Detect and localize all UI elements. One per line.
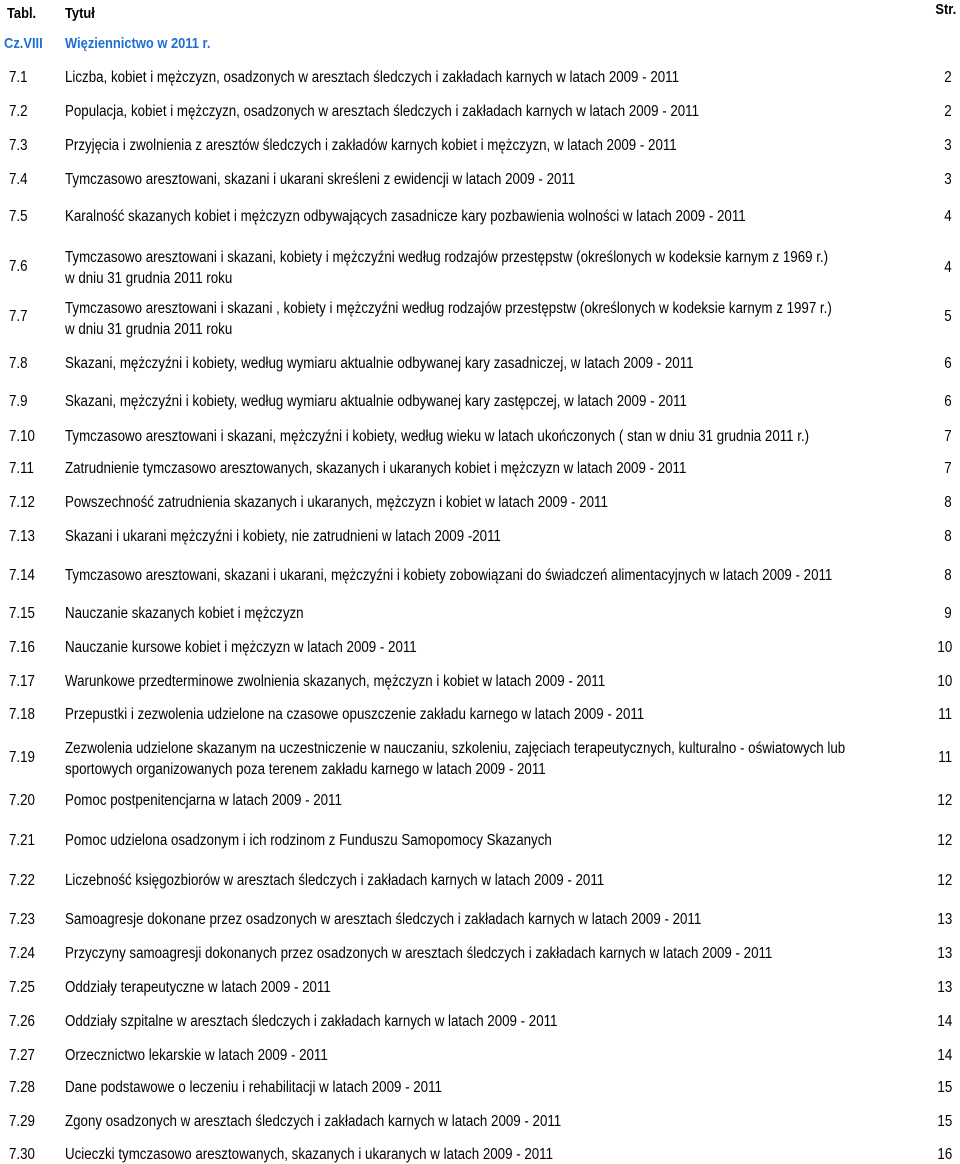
- page-number: 15: [937, 1079, 952, 1096]
- page-number: 12: [937, 792, 952, 809]
- page-number: 8: [944, 567, 952, 584]
- page-number: 2: [944, 69, 952, 86]
- table-number: 7.7: [9, 308, 28, 325]
- table-number: 7.19: [9, 749, 35, 766]
- page-number: 6: [944, 355, 952, 372]
- table-number: 7.12: [9, 494, 35, 511]
- table-title-line: Tymczasowo aresztowani i skazani, kobiety i mężczyźni według rodzajów przestępstw (określonych w kodeksie karnym z 1969 r.): [65, 249, 829, 266]
- column-header-title: Tytuł: [65, 5, 95, 22]
- page-number: 8: [944, 528, 952, 545]
- table-title: Tymczasowo aresztowani i skazani, mężczyźni i kobiety, według wieku w latach ukończonych ( stan w dniu 31 grudnia 2011 r.): [65, 428, 810, 445]
- page-number: 7: [944, 460, 952, 477]
- table-title: Powszechność zatrudnienia skazanych i ukaranych, mężczyzn i kobiet w latach 2009 - 2011: [65, 494, 608, 511]
- table-title: Liczba, kobiet i mężczyzn, osadzonych w aresztach śledczych i zakładach karnych w latach 2009 - 2011: [65, 69, 679, 86]
- table-number: 7.10: [9, 428, 35, 445]
- table-title: Przepustki i zezwolenia udzielone na czasowe opuszczenie zakładu karnego w latach 2009 - 2011: [65, 706, 645, 723]
- table-number: 7.28: [9, 1079, 35, 1096]
- page-number: 15: [937, 1113, 952, 1130]
- column-header-table: Tabl.: [7, 5, 37, 22]
- page-number: 7: [944, 428, 952, 445]
- table-number: 7.23: [9, 911, 35, 928]
- table-title: Skazani, mężczyźni i kobiety, według wymiaru aktualnie odbywanej kary zastępczej, w latach 2009 - 2011: [65, 393, 687, 410]
- page-number: 12: [937, 832, 952, 849]
- table-number: 7.14: [9, 567, 35, 584]
- table-number: 7.30: [9, 1146, 35, 1163]
- table-number: 7.24: [9, 945, 35, 962]
- page-number: 9: [944, 605, 952, 622]
- page-number: 14: [937, 1047, 952, 1064]
- table-title-line: w dniu 31 grudnia 2011 roku: [65, 270, 233, 287]
- table-title: Pomoc udzielona osadzonym i ich rodzinom z Funduszu Samopomocy Skazanych: [65, 832, 552, 849]
- table-number: 7.21: [9, 832, 35, 849]
- table-title-line: sportowych organizowanych poza terenem zakładu karnego w latach 2009 - 2011: [65, 761, 546, 778]
- table-title: Warunkowe przedterminowe zwolnienia skazanych, mężczyzn i kobiet w latach 2009 - 2011: [65, 673, 606, 690]
- table-title: [65, 738, 912, 780]
- table-title: Tymczasowo aresztowani, skazani i ukarani skreśleni z ewidencji w latach 2009 - 2011: [65, 171, 576, 188]
- table-title: Liczebność księgozbiorów w aresztach śledczych i zakładach karnych w latach 2009 - 2011: [65, 872, 605, 889]
- page-number: 14: [937, 1013, 952, 1030]
- table-number: 7.29: [9, 1113, 35, 1130]
- table-title: Tymczasowo aresztowani, skazani i ukarani, mężczyźni i kobiety zobowiązani do świadczeń alimentacyjnych w latach 2009 - 2011: [65, 567, 833, 584]
- table-number: 7.4: [9, 171, 28, 188]
- table-title: Skazani, mężczyźni i kobiety, według wymiaru aktualnie odbywanej kary zasadniczej, w latach 2009 - 2011: [65, 355, 694, 372]
- section-title: Więziennictwo w 2011 r.: [65, 35, 211, 52]
- table-number: 7.3: [9, 137, 28, 154]
- table-title-line: w dniu 31 grudnia 2011 roku: [65, 321, 233, 338]
- table-title: Orzecznictwo lekarskie w latach 2009 - 2011: [65, 1047, 328, 1064]
- table-title: Oddziały szpitalne w aresztach śledczych i zakładach karnych w latach 2009 - 2011: [65, 1013, 558, 1030]
- table-number: 7.16: [9, 639, 35, 656]
- page-number: 10: [937, 639, 952, 656]
- table-title-line: Zezwolenia udzielone skazanym na uczestniczenie w nauczaniu, szkoleniu, zajęciach terapeutycznych, kulturalno - oświatowych lub: [65, 740, 846, 757]
- table-title: Oddziały terapeutyczne w latach 2009 - 2011: [65, 979, 331, 996]
- table-title: Przyczyny samoagresji dokonanych przez osadzonych w aresztach śledczych i zakładach karnych w latach 2009 - 2011: [65, 945, 773, 962]
- table-title: Karalność skazanych kobiet i mężczyzn odbywających zasadnicze kary pozbawienia wolności w latach 2009 - 2011: [65, 208, 746, 225]
- table-number: 7.2: [9, 103, 28, 120]
- page-number: 6: [944, 393, 952, 410]
- page-number: 13: [937, 979, 952, 996]
- page-number: 8: [944, 494, 952, 511]
- table-number: 7.27: [9, 1047, 35, 1064]
- section-number: Cz.VIII: [4, 35, 43, 52]
- column-header-page: Str.: [935, 1, 956, 18]
- page-number: 13: [937, 945, 952, 962]
- table-title: Zatrudnienie tymczasowo aresztowanych, skazanych i ukaranych kobiet i mężczyzn w latach 2009 - 2011: [65, 460, 687, 477]
- table-number: 7.20: [9, 792, 35, 809]
- table-title: Pomoc postpenitencjarna w latach 2009 - 2011: [65, 792, 342, 809]
- table-number: 7.6: [9, 258, 28, 275]
- table-title: Dane podstawowe o leczeniu i rehabilitacji w latach 2009 - 2011: [65, 1079, 442, 1096]
- page-number: 12: [937, 872, 952, 889]
- table-number: 7.1: [9, 69, 28, 86]
- table-title: Zgony osadzonych w aresztach śledczych i zakładach karnych w latach 2009 - 2011: [65, 1113, 562, 1130]
- table-number: 7.15: [9, 605, 35, 622]
- page-number: 16: [937, 1146, 952, 1163]
- page-number: 4: [944, 208, 952, 225]
- page-number: 3: [944, 171, 952, 188]
- table-title: Samoagresje dokonane przez osadzonych w aresztach śledczych i zakładach karnych w latach 2009 - 2011: [65, 911, 702, 928]
- page-number: 13: [937, 911, 952, 928]
- page-number: 10: [937, 673, 952, 690]
- page-number: 11: [938, 706, 952, 723]
- table-title: Skazani i ukarani mężczyźni i kobiety, nie zatrudnieni w latach 2009 -2011: [65, 528, 501, 545]
- table-number: 7.5: [9, 208, 28, 225]
- table-title-line: Tymczasowo aresztowani i skazani , kobiety i mężczyźni według rodzajów przestępstw (określonych w kodeksie karnym z 1997 r.): [65, 300, 832, 317]
- table-title: Ucieczki tymczasowo aresztowanych, skazanych i ukaranych w latach 2009 - 2011: [65, 1146, 554, 1163]
- table-number: 7.13: [9, 528, 35, 545]
- table-number: 7.25: [9, 979, 35, 996]
- page-number: 4: [944, 259, 952, 276]
- table-number: 7.9: [9, 393, 28, 410]
- table-number: 7.18: [9, 706, 35, 723]
- table-title: [65, 298, 912, 340]
- page-number: 3: [944, 137, 952, 154]
- table-number: 7.17: [9, 673, 35, 690]
- table-title: Przyjęcia i zwolnienia z aresztów śledczych i zakładów karnych kobiet i mężczyzn, w latach 2009 - 2011: [65, 137, 677, 154]
- table-title: Populacja, kobiet i mężczyzn, osadzonych w aresztach śledczych i zakładach karnych w latach 2009 - 2011: [65, 103, 700, 120]
- page-number: 2: [944, 103, 952, 120]
- page-number: 11: [938, 749, 952, 766]
- table-number: 7.22: [9, 872, 35, 889]
- table-title: Nauczanie kursowe kobiet i mężczyzn w latach 2009 - 2011: [65, 639, 417, 656]
- table-title: Nauczanie skazanych kobiet i mężczyzn: [65, 605, 304, 622]
- table-number: 7.11: [9, 460, 34, 477]
- table-title: [65, 247, 912, 289]
- table-number: 7.26: [9, 1013, 35, 1030]
- page-number: 5: [944, 308, 952, 325]
- table-number: 7.8: [9, 355, 28, 372]
